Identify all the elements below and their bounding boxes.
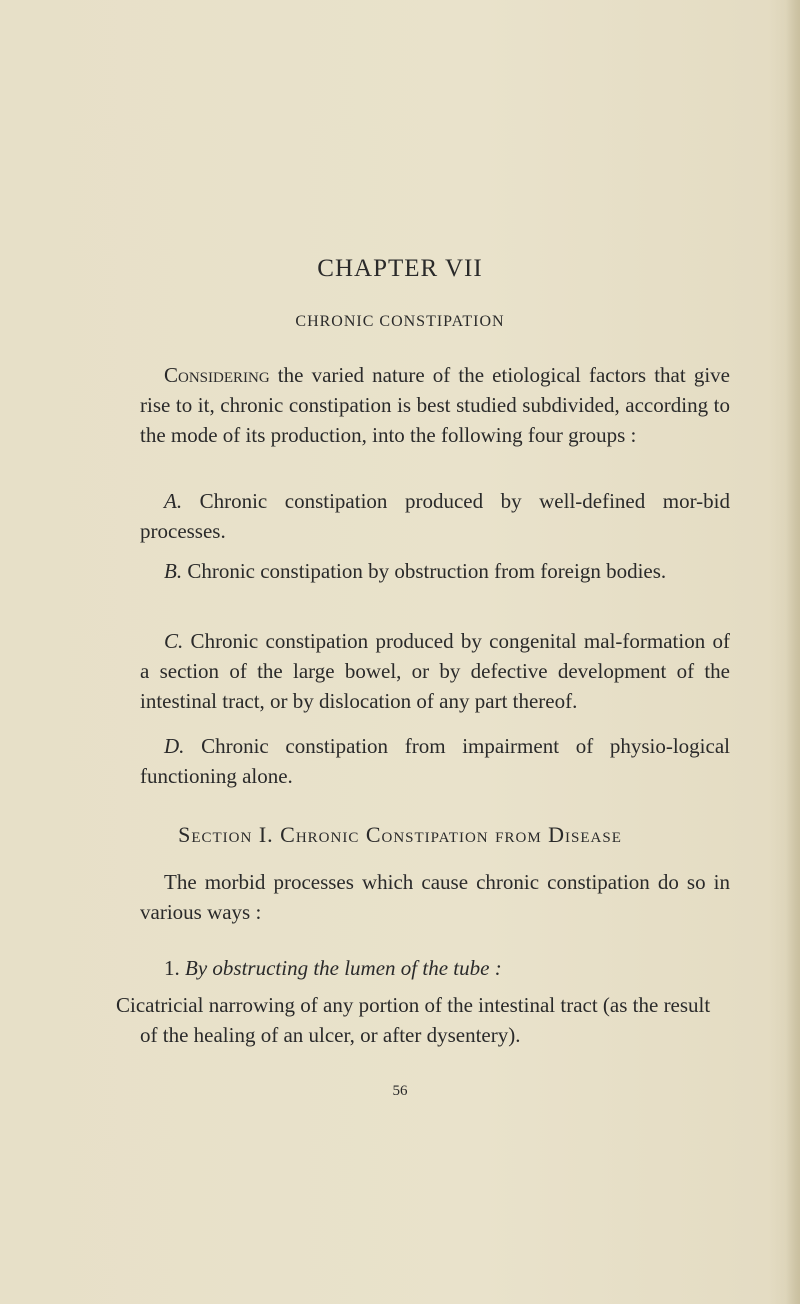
list-item-1 xyxy=(140,953,730,983)
group-c xyxy=(140,626,730,716)
page-number: 56 xyxy=(392,1083,408,1099)
group-letter: D. xyxy=(164,734,185,758)
section-heading: Section I. Chronic Constipation from Disease xyxy=(178,822,622,847)
intro-text: the varied nature of the etiological factors that give rise to it, chronic constipation is best studied subdivided, according to the mode of its production, into the following four groups : xyxy=(140,363,730,447)
list-item-text: Cicatricial narrowing of any portion of the intestinal tract (as the result of the healing of an ulcer, or after dysentery). xyxy=(116,993,711,1047)
list-item-title: By obstructing the lumen of the tube : xyxy=(185,956,502,980)
group-a xyxy=(140,486,730,546)
group-letter: B. xyxy=(164,559,183,583)
group-text: Chronic constipation from impairment of physio-logical functioning alone. xyxy=(140,734,730,788)
group-text: Chronic constipation produced by congenital mal-formation of a section of the large bowel, or by defective development of the intestinal tract, or by dislocation of any part thereof. xyxy=(140,629,730,713)
group-letter: C. xyxy=(164,629,184,653)
intro-block xyxy=(140,360,730,450)
group-b xyxy=(140,556,730,586)
section-intro-text: The morbid processes which cause chronic constipation do so in various ways : xyxy=(140,870,730,924)
group-d xyxy=(140,731,730,791)
group-text: Chronic constipation by obstruction from foreign bodies. xyxy=(182,559,667,583)
group-letter: A. xyxy=(164,489,183,513)
intro-first-word: Considering xyxy=(164,363,270,387)
intro-paragraph xyxy=(140,360,730,450)
group-text: Chronic constipation produced by well-defined mor-bid processes. xyxy=(140,489,730,543)
list-item-heading xyxy=(140,953,730,983)
section-intro xyxy=(140,867,730,927)
page-edge xyxy=(786,0,800,1304)
chapter-title: CHAPTER VII xyxy=(317,255,483,282)
list-item-number: 1. xyxy=(164,956,180,980)
chapter-subtitle: CHRONIC CONSTIPATION xyxy=(295,313,505,330)
list-item-body xyxy=(116,990,728,1050)
